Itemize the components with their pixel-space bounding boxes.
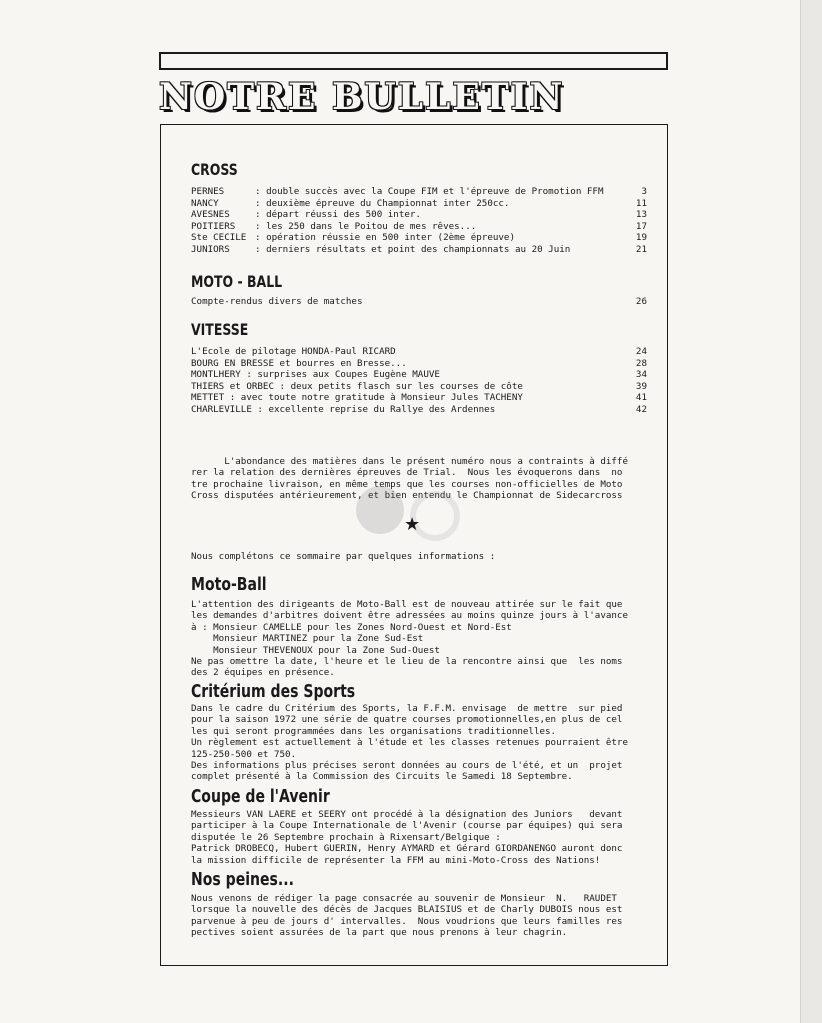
toc-row: POITIERS : les 250 dans le Poitou de mes rêves... 17 — [191, 220, 647, 232]
toc-motoball — [191, 296, 647, 308]
toc-row: Ste CECILE : opération réussie en 500 inter (2ème épreuve) 19 — [191, 232, 647, 244]
info-text-criterium: Dans le cadre du Critérium des Sports, la F.F.M. envisage de mettre sur pied pour la saison 1972 une série de quatre courses promotionnelles,en plus de cel les qui seront programmées dans les organisations traditionnelles. Un règlement est actuellement à l'étude et les classes retenues pourraient être 125-250-500 et 750. Des informations plus précises seront données au cours de l'été, et un projet complet présenté à la Commission des Circuits le Samedi 18 Septembre. — [191, 703, 628, 783]
toc-row: CHARLEVILLE : excellente reprise du Rallye des Ardennes 42 — [191, 403, 647, 415]
toc-row: Compte-rendus divers de matches 26 — [191, 296, 647, 307]
toc-row: THIERS et ORBEC : deux petits flasch sur les courses de côte 39 — [191, 380, 647, 392]
toc-row: PERNES : double succès avec la Coupe FIM et l'épreuve de Promotion FFM 3 — [191, 186, 647, 197]
info-text-coupe: Messieurs VAN LAERE et SEERY ont procédé à la désignation des Juniors devant participer à la Coupe Internationale de l'Avenir (course par équipes) qui sera disputée le 26 Septembre prochain à Rixensart/Belgique : Patrick DROBECQ, Hubert GUERIN, Henry AYMARD et Gérard GIORDANENGO auront donc la mission difficile de représenter la FFM au mini-Moto-Cross des Nations! — [191, 809, 623, 866]
section-heading-motoball: MOTO - BALL — [191, 272, 283, 291]
intro-paragraph: L'abondance des matières dans le présent numéro nous a contraints à diffé rer la relation des dernières épreuves de Trial. Nous les évoquerons dans no tre prochaine livraison, en même temps que les courses non-officielles de Moto Cross disputées antérieurement, entendu le Championnat de Sidecarcross — [191, 456, 628, 502]
section-heading-vitesse: VITESSE — [191, 320, 249, 339]
section-heading-cross: CROSS — [191, 160, 238, 179]
toc-row: AVESNES : départ réussi des 500 inter. 13 — [191, 209, 647, 221]
top-rule-box — [159, 52, 668, 70]
watermark-logo — [340, 478, 470, 548]
toc-row: NANCY : deuxième épreuve du Championnat inter 250cc. 11 — [191, 197, 647, 209]
masthead-title: NOTRE BULLETIN — [159, 76, 565, 118]
toc-vitesse — [191, 346, 647, 416]
paper-edge — [800, 0, 822, 1023]
star-icon: ★ — [404, 514, 421, 535]
toc-cross — [191, 186, 647, 256]
info-heading-coupe: Coupe de l'Avenir — [191, 786, 330, 807]
toc-row: BOURG EN BRESSE et bourres en Bresse... 28 — [191, 357, 647, 369]
info-heading-criterium: Critérium des Sports — [191, 681, 356, 702]
info-text-motoball: L'attention des dirigeants de Moto-Ball est de nouveau attirée sur le fait que les demandes d'arbitres doivent être adressées au moins quinze jours à l'avance à : Monsieur CAMELLE pour les Zones Nord-Ouest et Nord-Est Monsieur MARTINEZ pour la Zone Sud-Est Monsieur THEVENOUX pour la Zone Sud-Ouest Ne pas omettre la date, l'heure et le lieu de la rencontre ainsi que les noms des 2 équipes en présence. — [191, 599, 628, 679]
toc-row: JUNIORS : derniers résultats et point des championnats au 20 Juin 21 — [191, 243, 647, 255]
summary-line: Nous complétons ce sommaire par quelques informations : — [191, 551, 496, 562]
info-heading-peines: Nos peines... — [191, 869, 294, 890]
toc-row: METTET : avec toute notre gratitude à Monsieur Jules TACHENY 41 — [191, 392, 647, 404]
toc-row: L'Ecole de pilotage HONDA-Paul RICARD 24 — [191, 346, 647, 357]
info-heading-motoball: Moto-Ball — [191, 574, 267, 595]
info-text-peines: Nous venons de rédiger la page consacrée au souvenir de Monsieur N. RAUDET lorsque la nouvelle des décès de Jacques BLAISIUS et de Charly DUBOIS nous est parvenue à peu de jours d' intervalles. Nous voudrions que leurs familles res pectives soient assurées de la part que nous prenons à leur chagrin. — [191, 893, 623, 939]
toc-row: MONTLHERY : surprises aux Coupes Eugène MAUVE 34 — [191, 369, 647, 381]
